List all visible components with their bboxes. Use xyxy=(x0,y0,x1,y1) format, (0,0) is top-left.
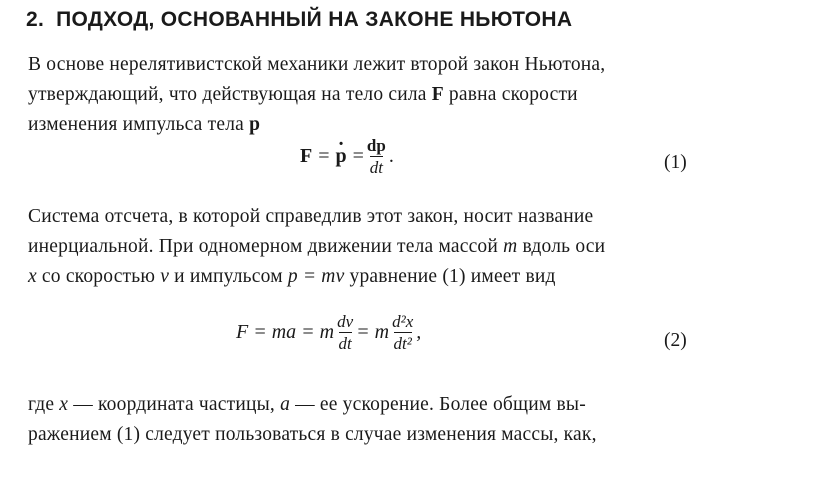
para2-line1: Система отсчета, в которой справедлив этот закон, носит название xyxy=(28,206,594,227)
p-mv-expression: p = mv xyxy=(287,266,345,287)
eq2-fraction-2 xyxy=(392,312,413,353)
para1-line1: В основе нерелятивистской механики лежит второй закон Ньютона, xyxy=(28,54,606,75)
eq1-fraction xyxy=(367,136,386,177)
force-symbol: F xyxy=(431,84,444,105)
para3-x-symbol: x xyxy=(59,394,69,415)
para2-line2 xyxy=(28,236,605,258)
section-number: 2. xyxy=(26,8,45,31)
eq1-denominator: dt xyxy=(369,157,383,177)
eq2-fraction-1 xyxy=(337,312,353,353)
eq1-label: (1) xyxy=(664,152,687,173)
eq1-equals-2: = xyxy=(352,145,364,168)
x-symbol: x xyxy=(28,266,37,287)
para3-line2: ражением (1) следует пользоваться в случае изменения массы, как, xyxy=(28,424,597,445)
eq2-lhs: F = ma = m xyxy=(236,321,335,344)
eq2-comma: , xyxy=(416,321,422,344)
eq2-f2-numerator: d²x xyxy=(392,312,414,331)
v-symbol: v xyxy=(160,266,170,287)
para2-line3-text-c: уравнение (1) имеет вид xyxy=(344,266,556,287)
equation-1 xyxy=(300,136,394,177)
eq1-p-dot: · p xyxy=(336,145,347,168)
para3-line1 xyxy=(28,394,586,416)
eq2-label: (2) xyxy=(664,330,687,351)
eq1-equals: = xyxy=(318,145,330,168)
eq2-f1-numerator: dv xyxy=(337,312,354,331)
eq2-mid: = m xyxy=(356,321,390,344)
momentum-symbol: p xyxy=(249,114,261,135)
eq2-f2-denominator: dt² xyxy=(393,333,412,353)
para3-line1-text-b: — координата частицы, xyxy=(68,394,281,415)
para1-line2-text-b: равна скорости xyxy=(443,84,578,105)
eq1-period: . xyxy=(388,145,394,168)
para1-line2 xyxy=(28,84,578,106)
eq2-f1-denominator: dt xyxy=(338,333,352,353)
para2-line2-text-a: инерциальной. При одномерном движении тела массой xyxy=(28,236,504,257)
mass-symbol: m xyxy=(503,236,518,257)
para2-line2-text-b: вдоль оси xyxy=(517,236,606,257)
para1-line3 xyxy=(28,114,260,136)
acceleration-symbol: a xyxy=(280,394,291,415)
eq1-F: F xyxy=(300,145,313,168)
equation-2 xyxy=(236,312,421,353)
para3-line1-text-a: где xyxy=(28,394,60,415)
para2-line3-text-b: и импульсом xyxy=(169,266,288,287)
para2-line3-text-a: со скоростью xyxy=(36,266,161,287)
para3-line1-text-c: — ее ускорение. Более общим вы- xyxy=(290,394,586,415)
para1-line3-text: изменения импульса тела xyxy=(28,114,250,135)
para2-line3 xyxy=(28,266,556,288)
para1-line2-text-a: утверждающий, что действующая на тело сила xyxy=(28,84,432,105)
section-title: ПОДХОД, ОСНОВАННЫЙ НА ЗАКОНЕ НЬЮТОНА xyxy=(56,8,573,31)
eq1-numerator: dp xyxy=(366,136,386,155)
section-heading xyxy=(26,8,572,32)
